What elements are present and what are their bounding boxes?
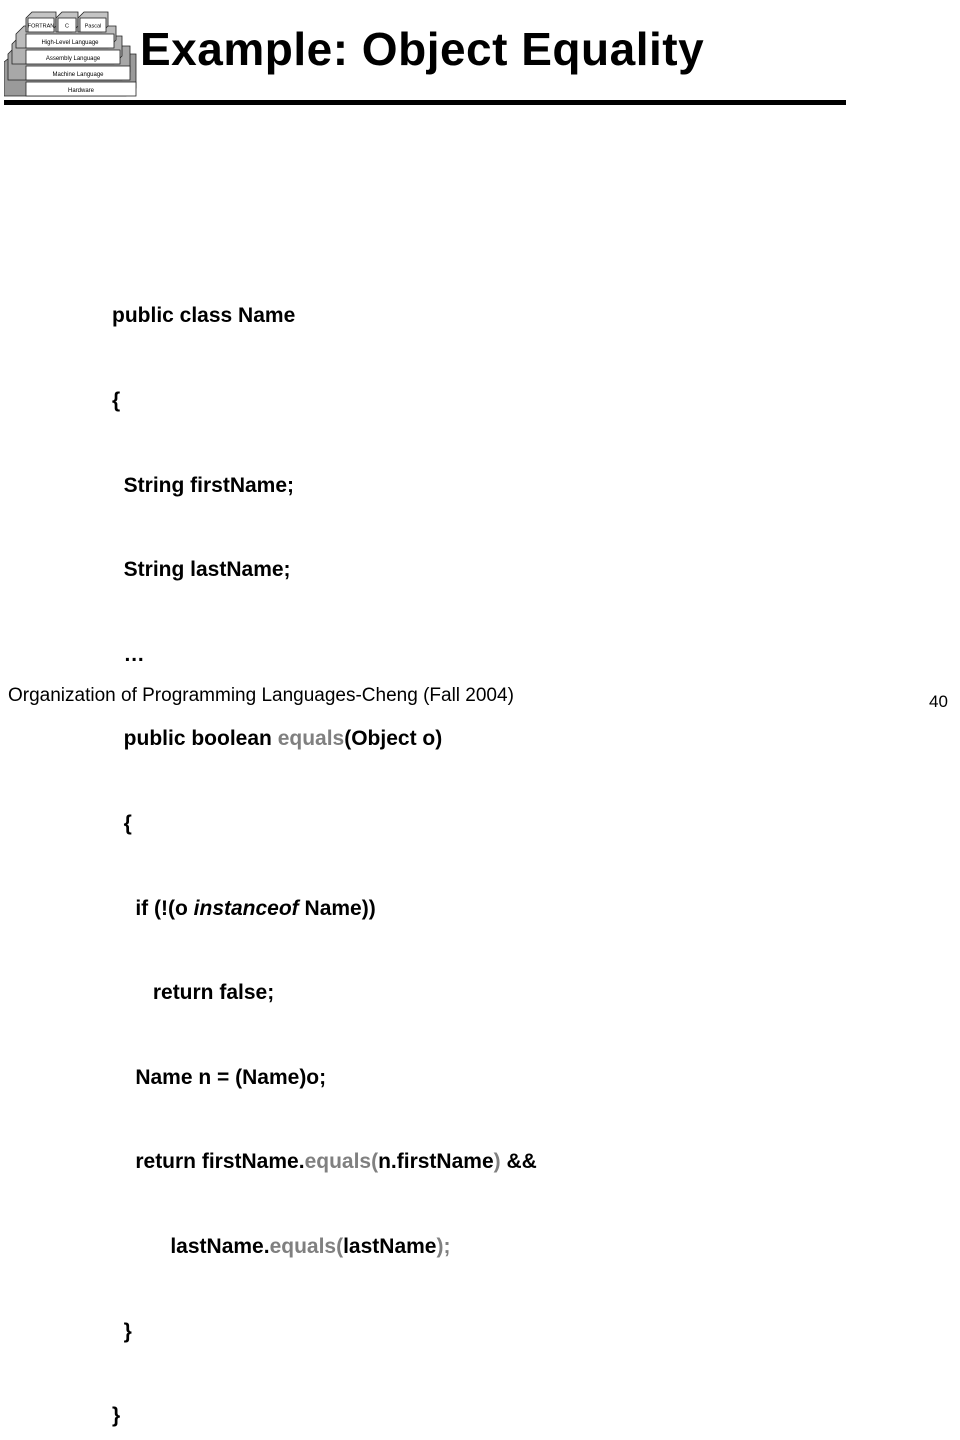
code-line-5: … (112, 642, 145, 666)
slide-footer: Organization of Programming Languages-Cheng (Fall 2004) (8, 685, 514, 706)
equals-call-highlight: equals( (304, 1150, 379, 1174)
page-number: 40 (929, 692, 948, 711)
code-line-9: return false; (112, 981, 275, 1005)
layer-c-label: C (65, 23, 69, 30)
equals-close-paren-highlight: ) (493, 1150, 501, 1174)
code-line-12: lastName.equals(lastName); (112, 1234, 451, 1258)
equals-call-highlight: equals( (269, 1234, 344, 1258)
code-line-6: public boolean equals(Object o) (112, 727, 443, 751)
equals-close-paren-highlight: ); (436, 1234, 451, 1258)
layer-high-level-language-label: High-Level Language (41, 40, 99, 46)
code-line-2: { (112, 389, 121, 412)
equals-keyword-highlight: equals (277, 727, 345, 751)
language-stack-logo (4, 4, 138, 98)
layer-assembly-language-label: Assembly Language (45, 56, 101, 62)
title-divider (4, 100, 846, 105)
code-line-4: String lastName; (112, 558, 291, 582)
code-line-10: Name n = (Name)o; (112, 1065, 327, 1089)
layer-fortran-label: FORTRAN (27, 23, 55, 30)
layer-pascal-label: Pascal (84, 23, 102, 30)
code-line-3: String firstName; (112, 473, 295, 497)
layer-hardware-label: Hardware (67, 88, 95, 94)
slide-title: Example: Object Equality (140, 23, 705, 75)
code-line-13: } (112, 1319, 132, 1343)
instanceof-keyword: instanceof (193, 896, 299, 920)
code-line-8: if (!(o instanceof Name)) (112, 896, 376, 920)
code-line-7: { (112, 811, 132, 835)
code-line-1: public class Name (112, 304, 296, 328)
layer-machine-language-label: Machine Language (52, 72, 104, 78)
code-line-14: } (112, 1404, 121, 1428)
code-line-11: return firstName.equals(n.firstName) && (112, 1150, 537, 1174)
code-block (112, 246, 537, 1440)
